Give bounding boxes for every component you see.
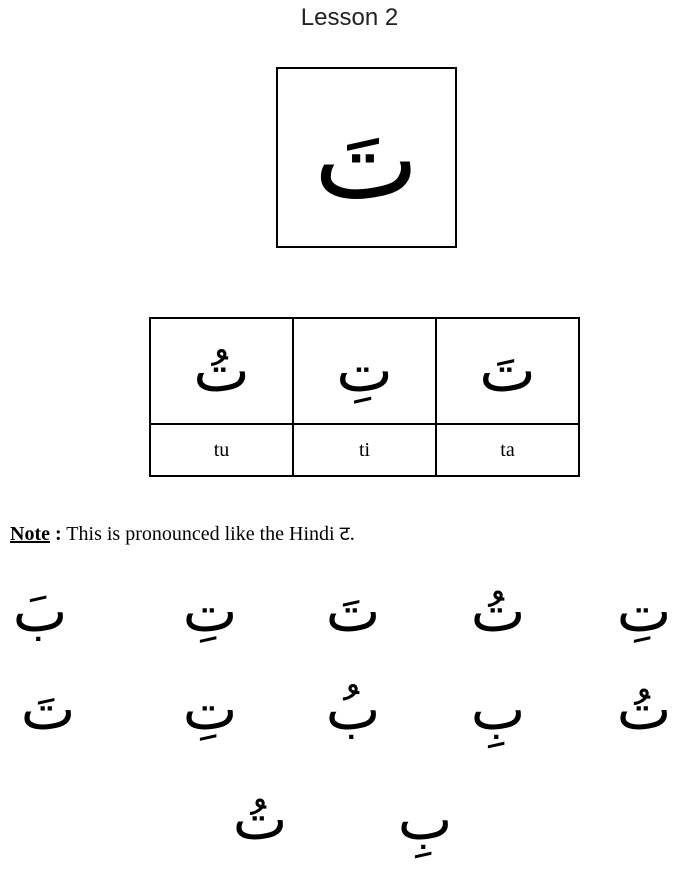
drill-letter: تِ — [616, 577, 672, 645]
note-end: . — [349, 523, 355, 545]
transliteration-tu: tu — [213, 439, 230, 461]
vowel-letters-row — [150, 318, 579, 424]
drill-letter: بِ — [397, 785, 453, 853]
note-label: Note — [10, 523, 50, 545]
transliteration-ta: ta — [500, 439, 515, 461]
vowel-cell-ta — [436, 318, 579, 424]
hero-letter: تَ — [313, 94, 420, 225]
drill-letter: تِ — [182, 577, 238, 645]
transliteration-ti: ti — [358, 439, 371, 461]
note-colon: : — [54, 523, 62, 545]
trans-cell-ta — [436, 424, 579, 476]
transliteration-row — [150, 424, 579, 476]
hero-letter-box — [276, 67, 457, 248]
drill-letter: تُ — [616, 675, 672, 743]
pronunciation-note — [10, 521, 355, 547]
vowel-letter-tu: تُ — [193, 336, 250, 406]
lesson-title: Lesson 2 — [300, 4, 399, 31]
vowel-cell-ti — [293, 318, 436, 424]
note-hindi-char: ट — [339, 523, 350, 545]
drill-letter: بَ — [12, 577, 68, 645]
vowel-letter-ta: تَ — [479, 336, 536, 406]
note-text: This is pronounced like the Hindi — [66, 523, 335, 545]
drill-letter: تُ — [470, 577, 526, 645]
drill-letter: تُ — [232, 785, 288, 853]
drill-letter: بُ — [325, 675, 381, 743]
drill-letter: بِ — [470, 675, 526, 743]
drill-letter: تَ — [20, 675, 76, 743]
drill-letter: تَ — [325, 577, 381, 645]
vowel-letter-ti: تِ — [336, 336, 393, 406]
trans-cell-ti — [293, 424, 436, 476]
drill-letter: تِ — [182, 675, 238, 743]
trans-cell-tu — [150, 424, 293, 476]
vowel-table — [149, 317, 580, 477]
vowel-cell-tu — [150, 318, 293, 424]
